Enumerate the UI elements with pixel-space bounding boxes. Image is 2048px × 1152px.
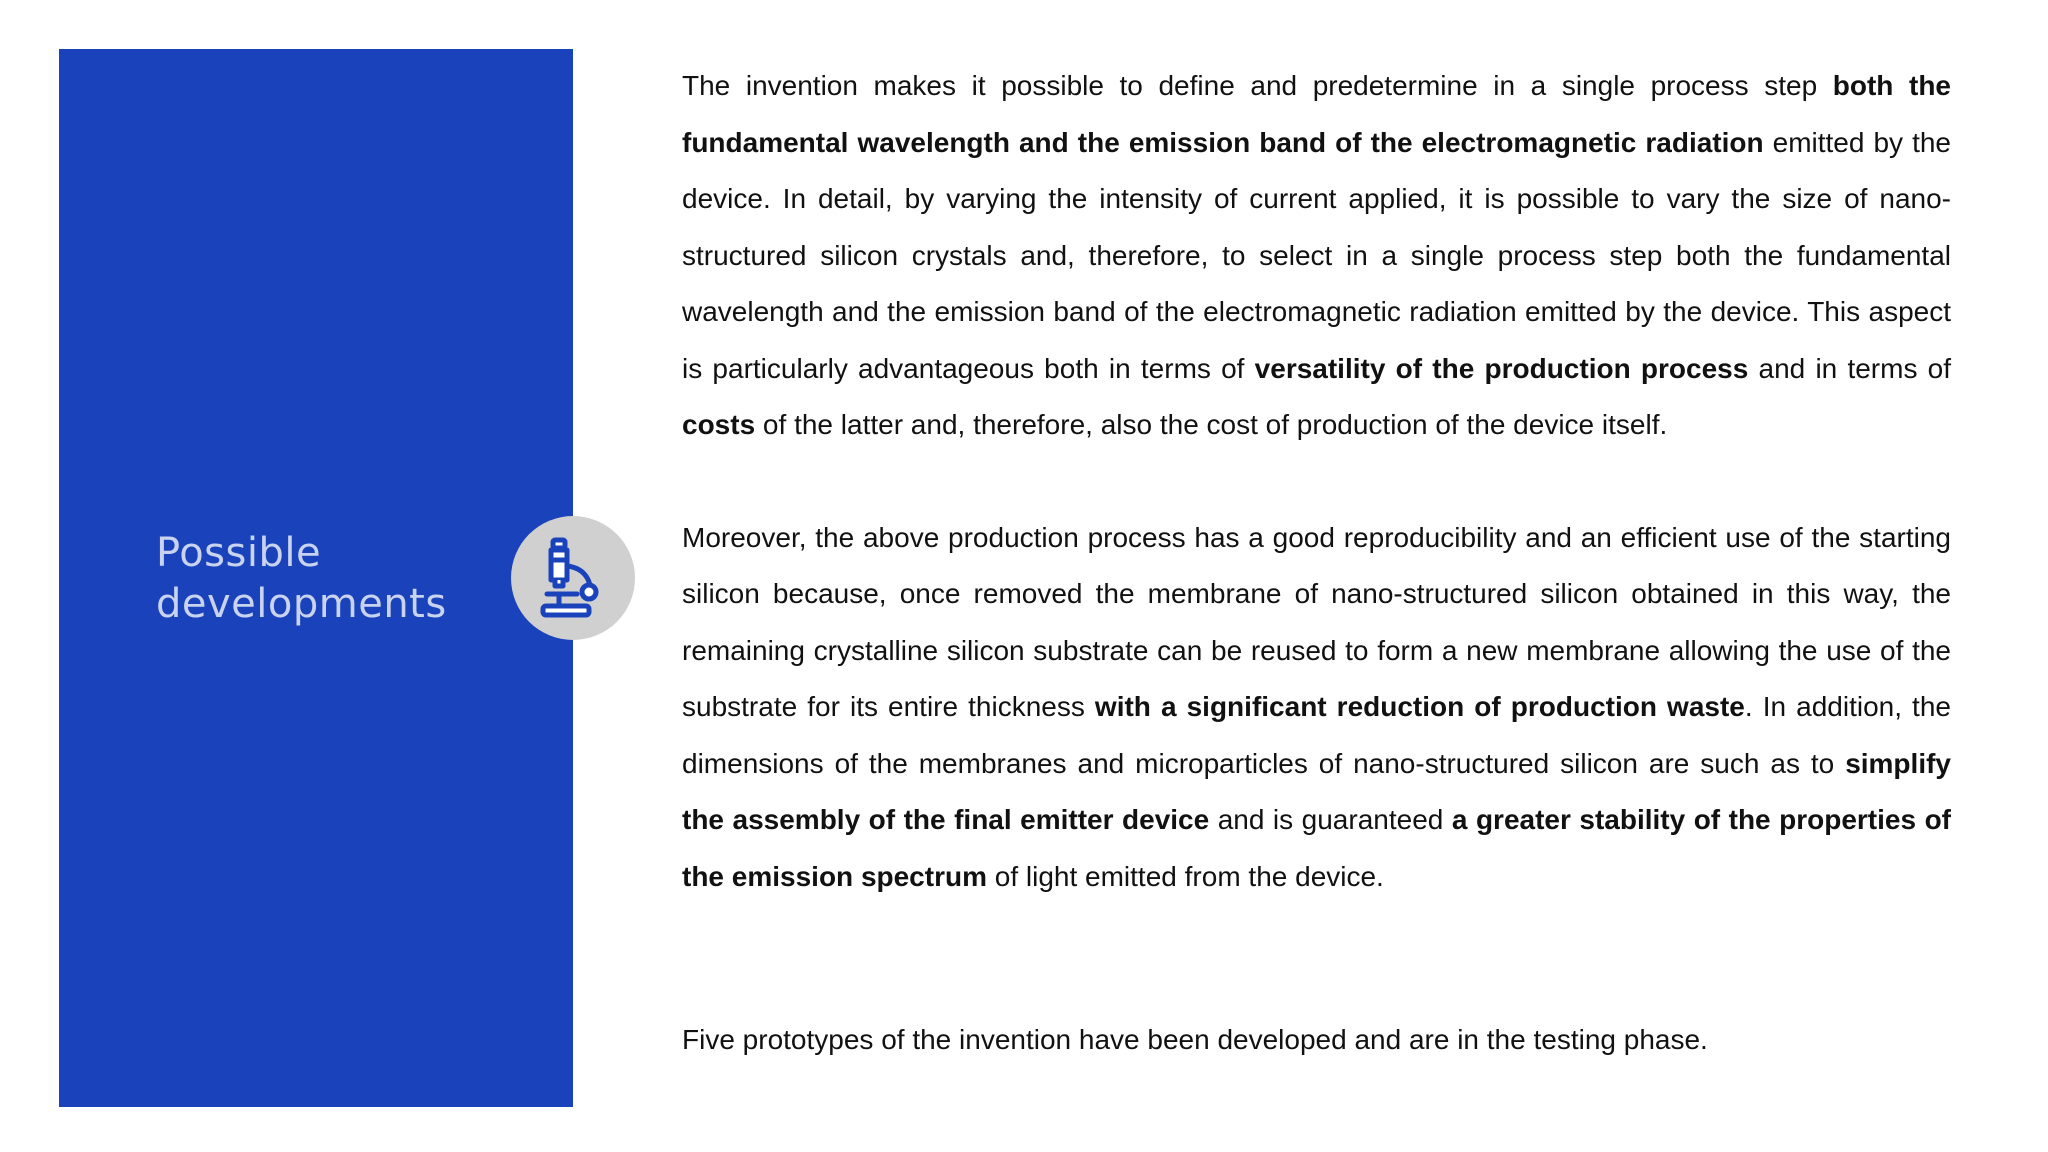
p2-bold-2: simplify the assembly of the final emitter device [682,747,1951,835]
section-title [156,528,486,630]
section-title-line2: developments [156,581,447,627]
p1-bold-3: costs [682,409,756,440]
p2-bold-3: a greater stability of the properties of the emission spectrum [682,804,1951,892]
p1-bold-1: both the fundamental wavelength and the emission band of the electromagnetic radiation [682,70,1952,158]
paragraph-3: Five prototypes of the invention have been developed and are in the testing phase. [682,1024,1708,1055]
p1-text-2: emitted by the device. In detail, by varying the intensity of current applied, it is possible to vary the size of nano-structured silicon crystals and, therefore, to select in a single process step both the fundamental wavelength and the emission band of the electromagnetic radiation emitted by the device. This aspect is particularly advantageous both in terms of [682,126,1951,384]
p2-text-3: and is guaranteed [1209,804,1452,835]
paragraph-1 [682,58,1951,454]
p2-text-2: . In addition, the dimensions of the membranes and microparticles of nano-structured silicon are such as to [682,691,1951,779]
p2-bold-1: with a significant reduction of production waste [1094,691,1745,722]
p2-text-1: Moreover, the above production process has a good reproducibility and an efficient use of the starting silicon because, once removed the membrane of nano-structured silicon obtained in this way, the remaining crystalline silicon substrate can be reused to form a new membrane allowing the use of the substrate for its entire thickness [682,521,1951,722]
p2-text-4: of light emitted from the device. [986,860,1384,892]
main-content [682,58,1951,905]
paragraph-2 [682,510,1951,906]
microscope-icon [537,536,609,620]
p1-bold-2: versatility of the production process [1254,352,1749,384]
p1-text-4: of the latter and, therefore, also the cost of production of the device itself. [755,409,1668,440]
section-title-line1: Possible [156,530,322,576]
p1-text-1: The invention makes it possible to define and predetermine in a single process step [682,70,1833,101]
p1-text-3: and in terms of [1748,352,1952,384]
icon-badge [511,516,635,640]
